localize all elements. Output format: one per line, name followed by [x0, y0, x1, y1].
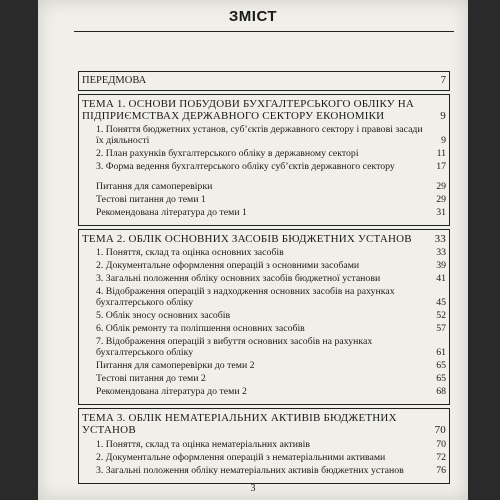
toc-entry [82, 125, 446, 147]
toc-entry [82, 387, 446, 398]
toc-entry [82, 361, 446, 372]
topic-page: 70 [434, 424, 446, 437]
toc-entry-page: 9 [441, 135, 446, 147]
toc-entry-page: 57 [436, 323, 446, 335]
page-number: 3 [250, 483, 256, 494]
title-rule [74, 31, 454, 32]
toc-entry [82, 274, 446, 285]
topic-section [78, 408, 450, 484]
toc-entry [82, 195, 446, 206]
toc-entry-text: 2. Документальне оформлення операцій з нематеріальними активами [96, 451, 386, 463]
toc-entry-text: 1. Поняття бюджетних установ, суб’єктів державного сектору і правові засади їх діяльності [96, 124, 423, 147]
page-title: ЗМІСТ [228, 8, 278, 25]
toc-entry [82, 324, 446, 335]
toc-entry-text: 1. Поняття, склад та оцінка основних засобів [96, 247, 284, 259]
toc-entry-page: 68 [436, 386, 446, 398]
toc-entry-page: 61 [436, 347, 446, 359]
book-page [38, 0, 468, 500]
topic-heading [82, 412, 446, 437]
topic-title: ТЕМА 1. ОСНОВИ ПОБУДОВИ БУХГАЛТЕРСЬКОГО ОБЛІКУ НА ПІДПРИЄМСТВАХ ДЕРЖАВНОГО СЕКТОРУ ЕКОНОМІКИ [82, 97, 415, 123]
toc-entry-page: 33 [436, 247, 446, 259]
preface-section [78, 71, 450, 91]
toc-entry-text: 6. Облік ремонту та поліпшення основних засобів [96, 323, 305, 335]
toc-entry-page: 31 [436, 207, 446, 219]
toc-entry-page: 39 [436, 260, 446, 272]
toc-entry-text: Рекомендована література до теми 2 [96, 386, 247, 398]
toc-entry-page: 11 [436, 148, 446, 160]
spacer [82, 175, 446, 180]
toc-entry-text: 3. Загальні положення обліку основних засобів бюджетної установи [96, 273, 381, 285]
toc-entry-text: Питання для самоперевірки до теми 2 [96, 360, 255, 372]
toc-entry [82, 208, 446, 219]
toc-entry [82, 311, 446, 322]
toc-entry-page: 29 [436, 181, 446, 193]
topics-container [78, 94, 450, 484]
topic-section [78, 94, 450, 226]
table-of-contents [78, 71, 450, 487]
toc-entry-text: 2. План рахунків бухгалтерського обліку в державному секторі [96, 148, 359, 160]
toc-entry [82, 248, 446, 259]
toc-entry [82, 261, 446, 272]
preface-label: ПЕРЕДМОВА [82, 75, 147, 86]
toc-entry [82, 162, 446, 173]
toc-entry [82, 287, 446, 309]
toc-entry [82, 182, 446, 193]
topic-page: 33 [434, 233, 446, 246]
toc-entry-text: 3. Загальні положення обліку нематеріальних активів бюджетних установ [96, 464, 404, 476]
toc-entry-page: 45 [436, 297, 446, 309]
toc-entry-page: 65 [436, 373, 446, 385]
toc-entry-page: 70 [436, 438, 446, 450]
toc-entry-page: 76 [436, 464, 446, 476]
toc-entry-text: 3. Форма ведення бухгалтерського обліку суб’єктів державного сектору [96, 161, 395, 173]
topic-section [78, 229, 450, 405]
toc-entry-page: 17 [436, 161, 446, 173]
toc-entry-page: 29 [436, 194, 446, 206]
topic-page: 9 [440, 110, 446, 123]
toc-entry [82, 374, 446, 385]
toc-entry [82, 466, 446, 477]
toc-entry-page: 52 [436, 310, 446, 322]
topic-heading [82, 233, 446, 245]
toc-entry [82, 149, 446, 160]
toc-entry [82, 337, 446, 359]
toc-entry [82, 440, 446, 451]
toc-entry-text: Тестові питання до теми 1 [96, 194, 206, 206]
topic-title: ТЕМА 2. ОБЛІК ОСНОВНИХ ЗАСОБІВ БЮДЖЕТНИХ УСТАНОВ [82, 233, 412, 246]
toc-entry-text: Тестові питання до теми 2 [96, 373, 206, 385]
toc-entry-text: 7. Відображення операцій з вибуття основних засобів на рахунках бухгалтерського обліку [96, 336, 373, 359]
topic-title: ТЕМА 3. ОБЛІК НЕМАТЕРІАЛЬНИХ АКТИВІВ БЮДЖЕТНИХ УСТАНОВ [82, 412, 397, 437]
toc-entry-text: 5. Облік зносу основних засобів [96, 310, 231, 322]
toc-entry-text: 1. Поняття, склад та оцінка нематеріальних активів [96, 438, 311, 450]
toc-entry-text: 2. Документальне оформлення операцій з основними засобами [96, 260, 360, 272]
toc-entry-page: 41 [436, 273, 446, 285]
toc-entry-text: Рекомендована література до теми 1 [96, 207, 247, 219]
preface-entry [82, 75, 446, 87]
toc-entry-text: Питання для самоперевірки [96, 181, 213, 193]
toc-entry-text: 4. Відображення операцій з надходження основних засобів на рахунках бухгалтерського обліку [96, 286, 395, 309]
toc-entry-page: 72 [436, 451, 446, 463]
toc-entry-page: 65 [436, 360, 446, 372]
topic-heading [82, 98, 446, 123]
preface-page: 7 [440, 75, 446, 86]
toc-entry [82, 453, 446, 464]
